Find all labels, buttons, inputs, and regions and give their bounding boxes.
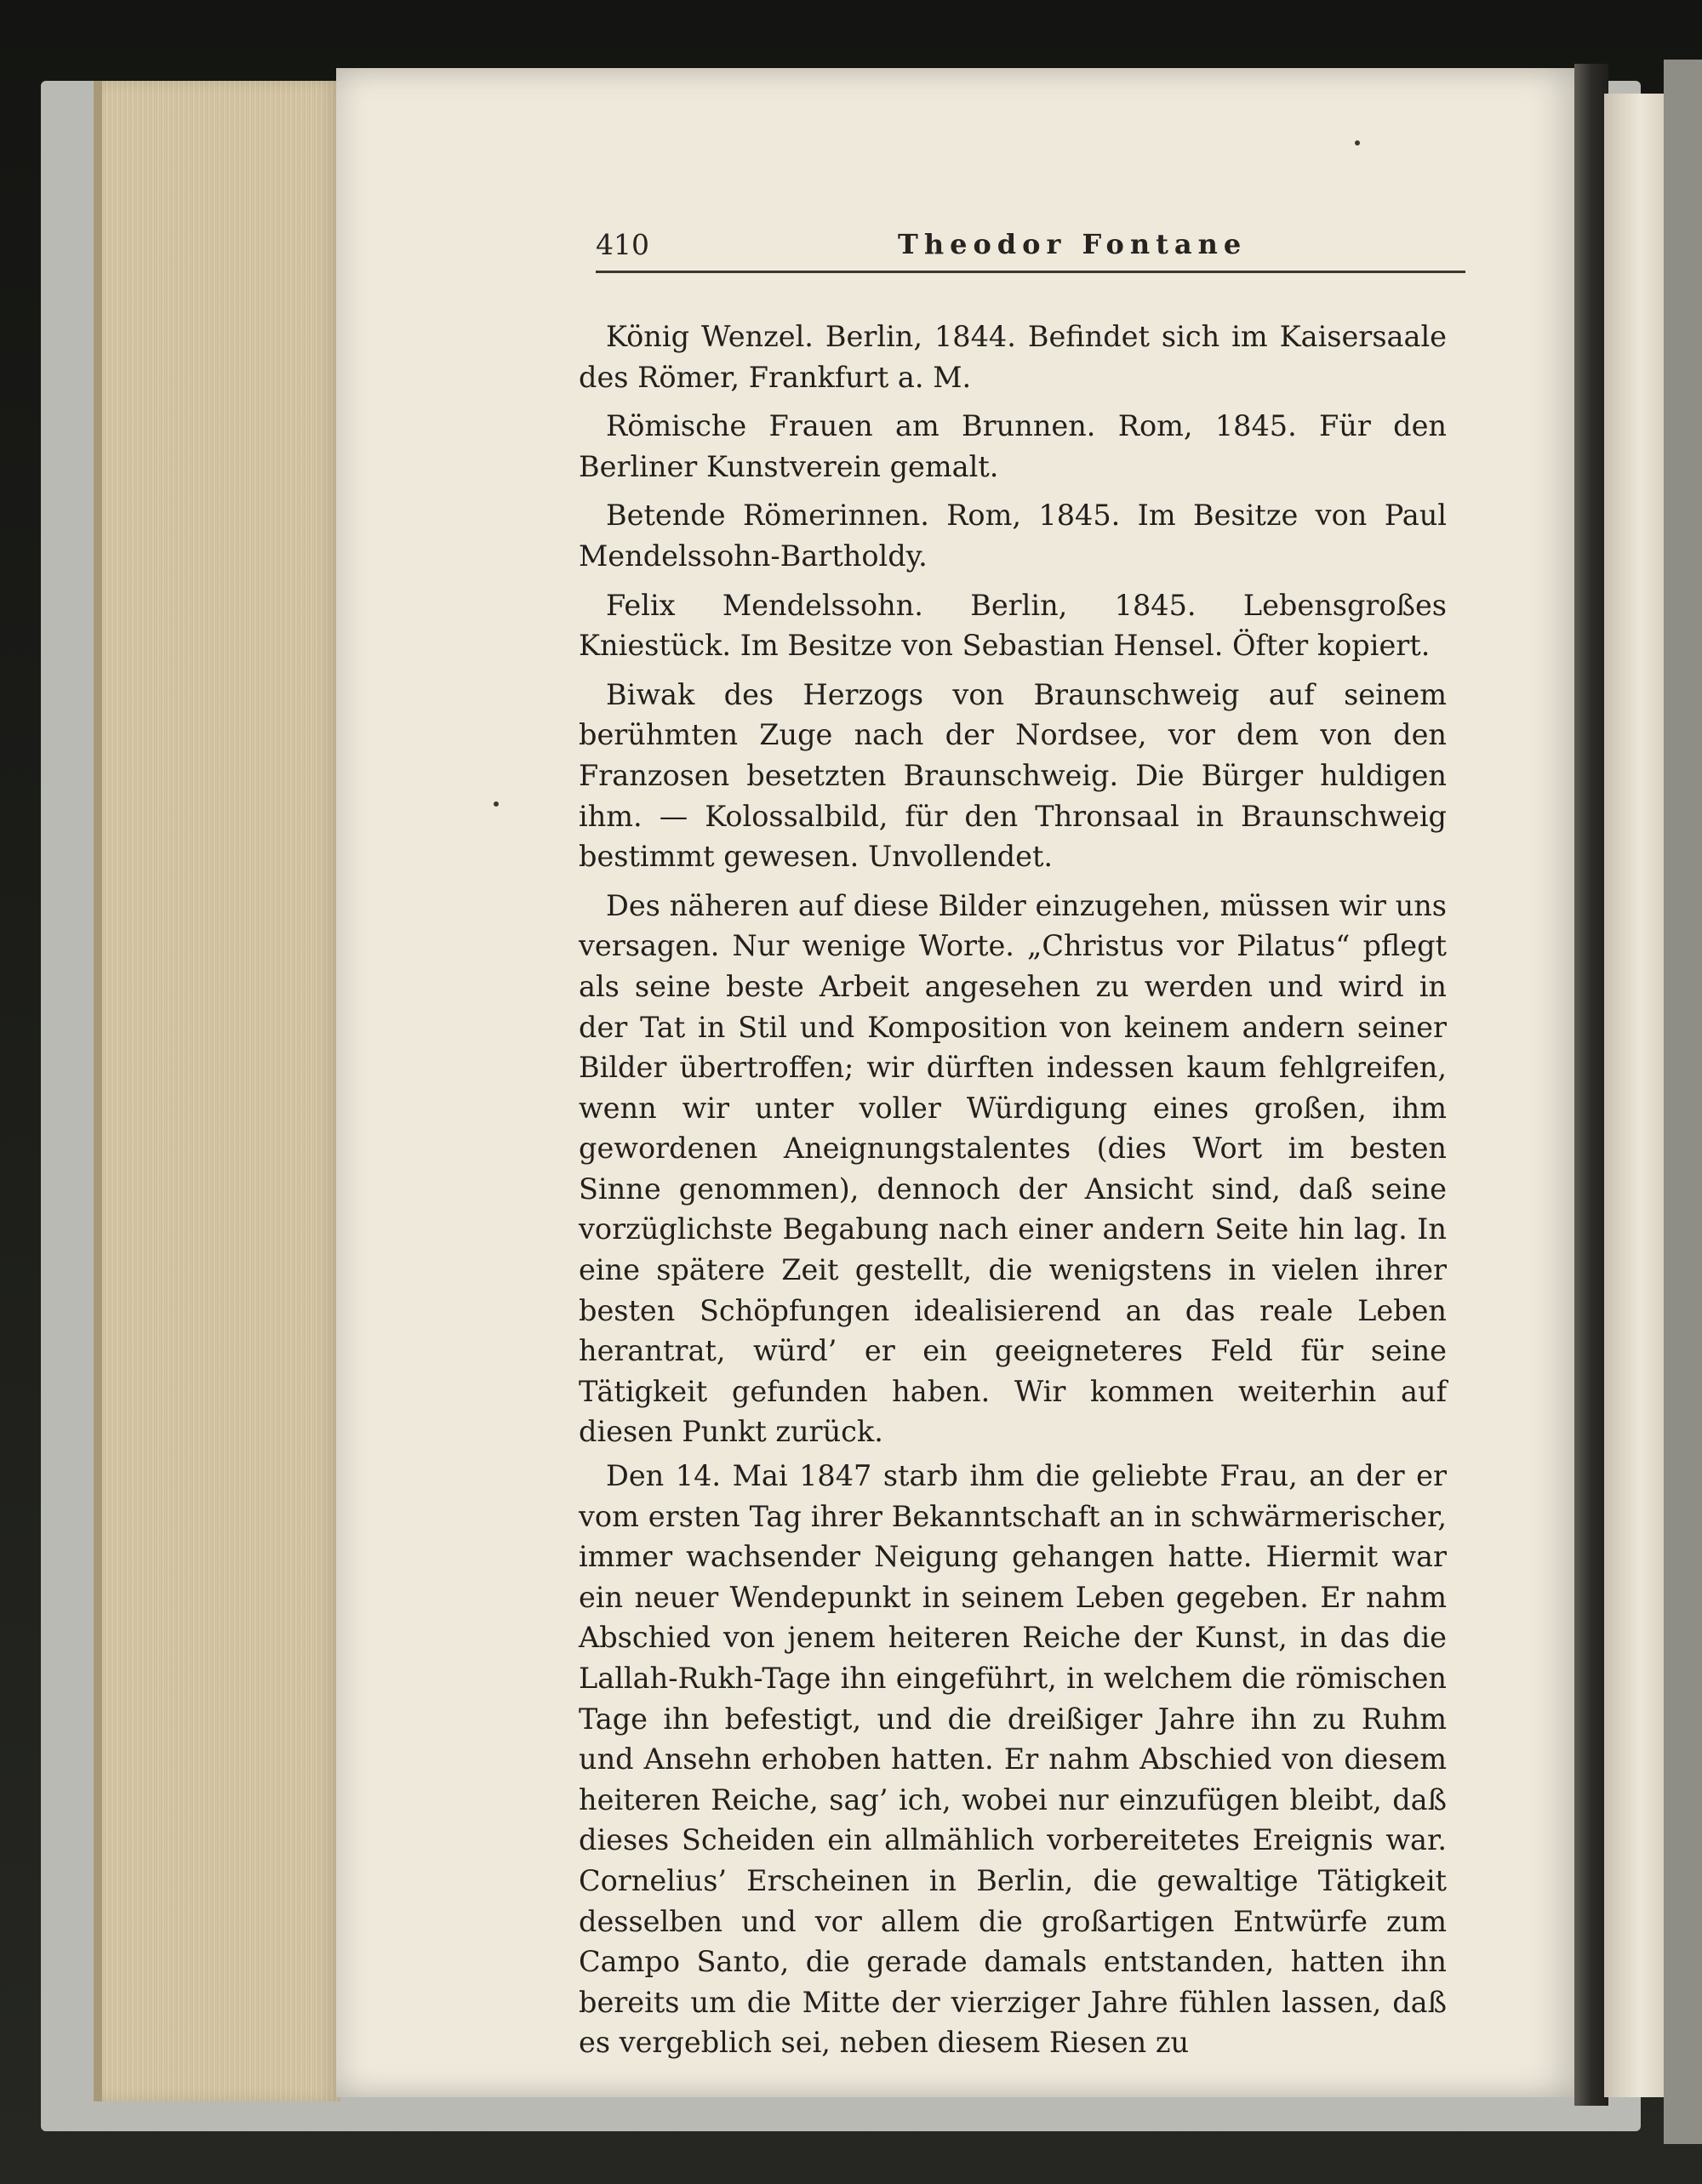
catalog-entry: Betende Römerinnen. Rom, 1845. Im Besitze von Paul Mendelssohn-Bartholdy. [579,499,1447,573]
paragraph: Den 14. Mai 1847 starb ihm die geliebte Frau, an der er vom ersten Tag ihrer Bekanntschaft an in schwärmerischer, immer wachsender Neigung gehangen hatte. Hiermit war ein neuer Wendepunkt in seinem Leben gegeben. Er nahm Abschied von jenem heiteren Reiche der Kunst, in das die Lallah-Rukh-Tage ihn eingeführt, in welchem die römischen Tage ihn befestigt, und die dreißiger Jahre ihn zu Ruhm und Ansehn erhoben hatten. Er nahm Abschied von diesem heiteren Reiche, sag’ ich, wobei nur einzufügen bleibt, daß dieses Scheiden ein allmählich vorbereitetes Ereignis war. Cornelius’ Erscheinen in Berlin, die gewaltige Tätigkeit desselben und vor allem die großartigen Entwürfe zum Campo Santo, die gerade damals entstanden, hatten ihn bereits um die Mitte der vierziger Jahre fühlen lassen, daß es vergeblich sei, neben diesem Riesen zu [579,1459,1447,2060]
catalog-entry: König Wenzel. Berlin, 1844. Befindet sich im Kaisersaale des Römer, Frankfurt a. M. [579,320,1447,394]
page-block-shadow [94,81,102,2101]
running-head: Theodor Fontane [898,228,1248,260]
paragraph: Des näheren auf diese Bilder einzugehen, müssen wir uns versagen. Nur wenige Worte. „Christus vor Pilatus“ pflegt als seine beste Arbeit angesehen zu werden und wird in der Tat in Stil und Komposition von keinem andern seiner Bilder übertroffen; wir dürften indessen kaum fehlgreifen, wenn wir unter voller Würdigung eines großen, ihm gewordenen Aneignungstalentes (dies Wort im besten Sinne genommen), dennoch der Ansicht sind, daß seine vorzüglichste Begabung nach einer andern Seite hin lag. In eine spätere Zeit gestellt, die wenigstens in vielen ihrer besten Schöpfungen idealisierend an das reale Leben herantrat, würd’ er ein geeigneteres Feld für seine Tätigkeit gefunden haben. Wir kommen weiterhin auf diesen Punkt zurück. [579,888,1447,1449]
cover-edge-right [1664,60,1702,2144]
body-text [579,316,1447,2067]
facing-page-edge [1604,94,1664,2097]
book-gutter [1574,64,1608,2106]
page-block-edges [94,81,340,2101]
speck-mark [1355,140,1360,145]
catalog-entry: Felix Mendelssohn. Berlin, 1845. Lebensgroßes Kniestück. Im Besitze von Sebastian Hensel. Öfter kopiert. [579,588,1447,663]
page-number: 410 [596,228,649,261]
page-header [596,228,1464,269]
speck-mark [494,801,499,807]
catalog-entry: Biwak des Herzogs von Braunschweig auf seinem berühmten Zuge nach der Nordsee, vor dem von den Franzosen besetzten Braunschweig. Die Bürger huldigen ihm. — Kolossalbild, für den Thronsaal in Braunschweig bestimmt gewesen. Unvollendet. [579,677,1447,874]
header-rule [596,271,1465,273]
catalog-entry: Römische Frauen am Brunnen. Rom, 1845. Für den Berliner Kunstverein gemalt. [579,409,1447,483]
